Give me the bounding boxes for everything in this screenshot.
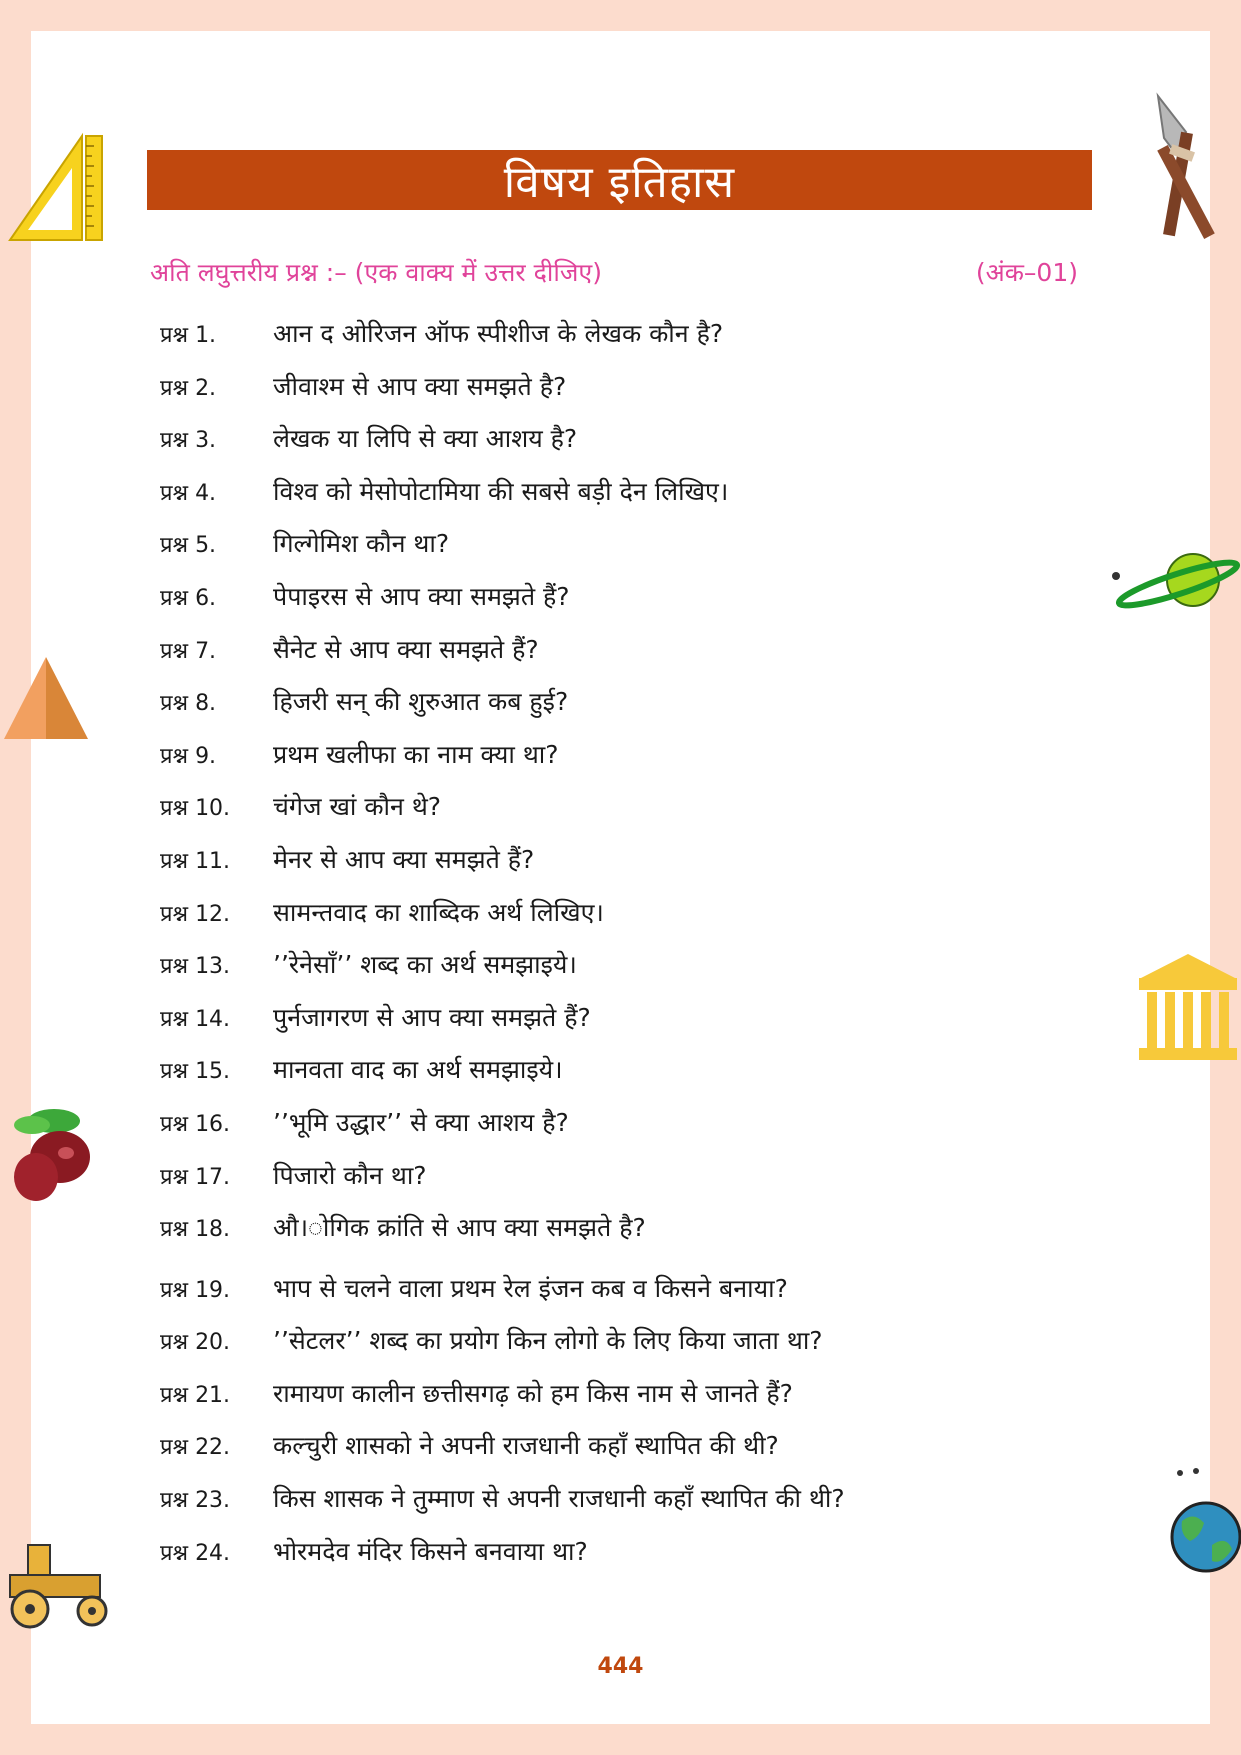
question-text: भोरमदेव मंदिर किसने बनवाया था? (273, 1536, 588, 1566)
temple-icon (1135, 950, 1241, 1062)
question-item (160, 1428, 1060, 1481)
question-label: प्रश्न 7. (160, 638, 217, 664)
question-item (160, 737, 1060, 790)
section-heading-row (150, 252, 1078, 292)
section-marks: (अंक–01) (975, 258, 1078, 287)
question-label: प्रश्न 1. (160, 323, 217, 348)
question-text: मानवता वाद का अर्थ समझाइये। (273, 1055, 563, 1085)
question-item (160, 316, 1060, 369)
question-item (160, 1000, 1060, 1053)
question-item (160, 789, 1060, 842)
question-label: प्रश्न 11. (160, 848, 231, 874)
question-text: पिजारो कौन था? (273, 1160, 427, 1190)
question-item (160, 474, 1060, 527)
question-label: प्रश्न 8. (160, 691, 217, 717)
stone-axe-icon (1150, 92, 1240, 242)
question-text: भाप से चलने वाला प्रथम रेल इंजन कब व किसने बनाया? (273, 1273, 788, 1303)
question-label: प्रश्न 21. (160, 1382, 231, 1408)
question-text: हिजरी सन् की शुरुआत कब हुई? (273, 687, 569, 717)
question-text: कल्चुरी शासको ने अपनी राजधानी कहाँ स्थापित की थी? (273, 1431, 779, 1461)
question-item (160, 1481, 1060, 1534)
question-label: प्रश्न 2. (160, 375, 217, 401)
question-text: लेखक या लिपि से क्या आशय है? (273, 424, 578, 454)
question-item (160, 1376, 1060, 1429)
question-label: प्रश्न 5. (160, 533, 217, 559)
question-text: सैनेट से आप क्या समझते हैं? (273, 634, 539, 664)
question-text: सामन्तवाद का शाब्दिक अर्थ लिखिए। (273, 897, 604, 927)
question-text: जीवाश्म से आप क्या समझते है? (273, 371, 567, 401)
question-label: प्रश्न 12. (160, 901, 231, 927)
question-item (160, 1052, 1060, 1105)
question-text: आन द ओरिजन ऑफ स्पीशीज के लेखक कौन है? (273, 319, 724, 348)
question-list (160, 316, 1060, 1586)
fruit-icon (4, 1095, 96, 1205)
question-label: प्रश्न 14. (160, 1006, 231, 1032)
question-label: प्रश्न 13. (160, 954, 231, 980)
question-item (160, 1534, 1060, 1587)
question-text: चंगेज खां कौन थे? (273, 792, 442, 822)
question-item (160, 369, 1060, 422)
question-label: प्रश्न 3. (160, 428, 217, 454)
question-item (160, 895, 1060, 948)
question-label: प्रश्न 9. (160, 743, 217, 769)
question-item (160, 632, 1060, 685)
question-label: प्रश्न 18. (160, 1217, 231, 1243)
question-label: प्रश्न 22. (160, 1435, 231, 1461)
question-text: विश्व को मेसोपोटामिया की सबसे बड़ी देन लिखिए। (273, 476, 729, 506)
question-text: औ।ोगिक क्रांति से आप क्या समझते है? (273, 1213, 646, 1243)
question-label: प्रश्न 20. (160, 1330, 231, 1356)
question-text: पेपाइरस से आप क्या समझते हैं? (273, 581, 570, 611)
question-item (160, 579, 1060, 632)
question-label: प्रश्न 6. (160, 585, 217, 611)
question-item (160, 1105, 1060, 1158)
pyramid-icon (2, 655, 92, 745)
planet-icon (1108, 540, 1241, 620)
question-item (160, 526, 1060, 579)
page-title: विषय इतिहास (503, 157, 736, 208)
question-item (160, 842, 1060, 895)
question-text: रामायण कालीन छत्तीसगढ़ को हम किस नाम से जानते हैं? (273, 1378, 793, 1408)
question-item (160, 421, 1060, 474)
question-label: प्रश्न 10. (160, 796, 231, 822)
question-label: प्रश्न 4. (160, 480, 217, 506)
question-text: ’’सेटलर’’ शब्द का प्रयोग किन लोगो के लिए किया जाता था? (273, 1326, 823, 1356)
question-text: प्रथम खलीफा का नाम क्या था? (273, 739, 559, 769)
question-text: ’’भूमि उद्धार’’ से क्या आशय है? (273, 1107, 569, 1137)
question-text: मेनर से आप क्या समझते हैं? (273, 844, 535, 874)
question-label: प्रश्न 23. (160, 1488, 231, 1514)
question-item (160, 684, 1060, 737)
question-item (160, 1271, 1060, 1324)
question-item (160, 1210, 1060, 1263)
title-banner (147, 150, 1092, 210)
question-label: प्रश्न 17. (160, 1164, 231, 1190)
page-number: 444 (597, 1654, 644, 1679)
question-item (160, 947, 1060, 1000)
question-item (160, 1158, 1060, 1211)
steam-engine-icon (0, 1535, 130, 1635)
question-label: प्रश्न 16. (160, 1111, 231, 1137)
question-item (160, 1323, 1060, 1376)
question-text: किस शासक ने तुम्माण से अपनी राजधानी कहाँ स्थापित की थी? (273, 1484, 845, 1514)
question-label: प्रश्न 24. (160, 1540, 231, 1566)
question-text: पुर्नजागरण से आप क्या समझते हैं? (273, 1002, 591, 1032)
question-text: ’’रेनेसाँ’’ शब्द का अर्थ समझाइये। (273, 950, 577, 980)
question-label: प्रश्न 15. (160, 1059, 231, 1085)
globe-icon (1160, 1465, 1241, 1575)
question-text: गिल्गेमिश कौन था? (273, 529, 450, 559)
ruler-set-square-icon (6, 132, 106, 244)
question-label: प्रश्न 19. (160, 1277, 231, 1303)
section-heading: अति लघुत्तरीय प्रश्न :– (एक वाक्य में उत्तर दीजिए) (150, 258, 602, 287)
